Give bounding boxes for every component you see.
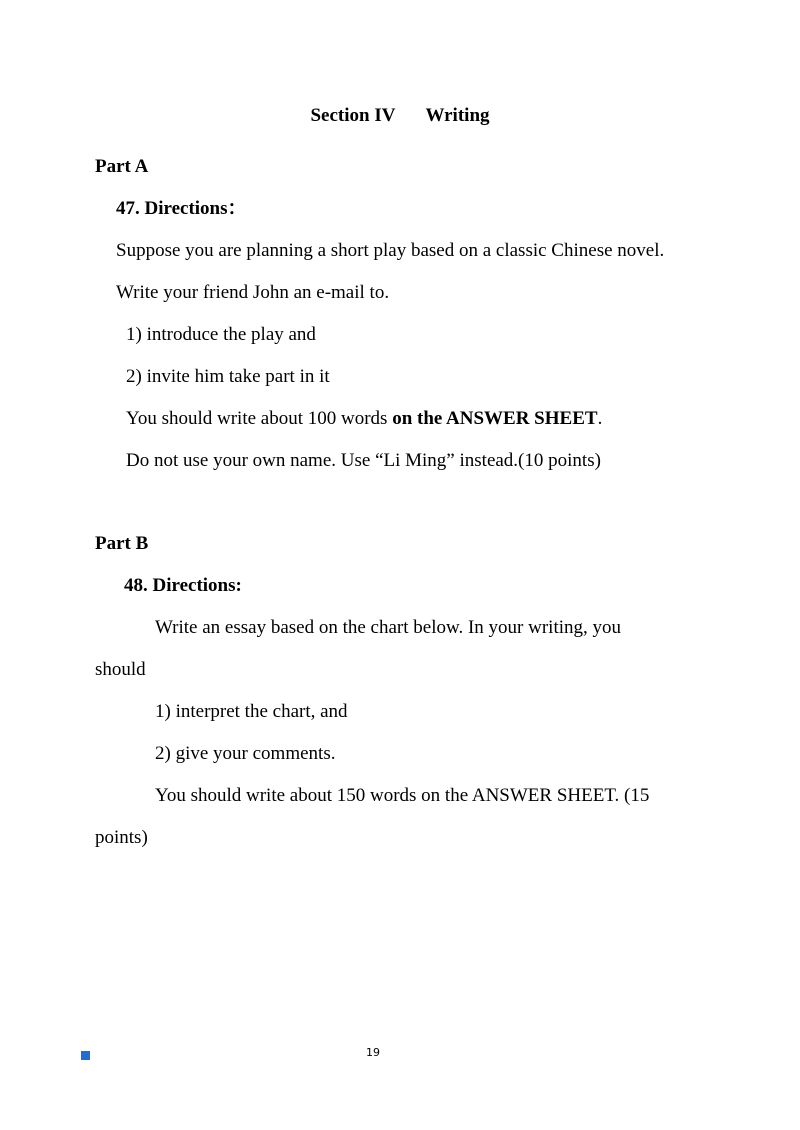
part-a-words-suffix: . <box>597 408 603 429</box>
part-b-item-1: 1) interpret the chart, and <box>155 701 348 722</box>
part-a-line-2: Write your friend John an e-mail to. <box>116 282 390 303</box>
part-a-item-1: 1) introduce the play and <box>126 324 316 345</box>
part-a-name-line: Do not use your own name. Use “Li Ming” instead.(10 points) <box>126 450 601 471</box>
page-number: 19 <box>366 1046 380 1059</box>
part-b-item-2: 2) give your comments. <box>155 743 336 764</box>
section-label: Section IV <box>310 105 396 126</box>
part-b-words-line-2: points) <box>95 827 148 848</box>
part-a-item-2: 2) invite him take part in it <box>126 366 330 387</box>
part-b-directions-title: 48. Directions: <box>124 575 242 596</box>
part-b-intro-line-2: should <box>95 659 146 680</box>
part-a-words-bold: on the ANSWER SHEET <box>392 408 598 429</box>
section-name: Writing <box>425 105 490 126</box>
part-a-line-1: Suppose you are planning a short play based on a classic Chinese novel. <box>116 240 665 261</box>
section-title <box>0 105 800 127</box>
part-a-words-prefix: You should write about 100 words <box>126 408 393 429</box>
part-a-heading: Part A <box>95 156 149 177</box>
part-a-words-line <box>126 408 602 430</box>
part-b-heading: Part B <box>95 533 149 554</box>
part-b-words-line-1: You should write about 150 words on the ANSWER SHEET. (15 <box>155 785 650 806</box>
part-b-intro-line-1: Write an essay based on the chart below. In your writing, you <box>155 617 622 638</box>
part-a-directions-title: 47. Directions： <box>116 198 247 219</box>
